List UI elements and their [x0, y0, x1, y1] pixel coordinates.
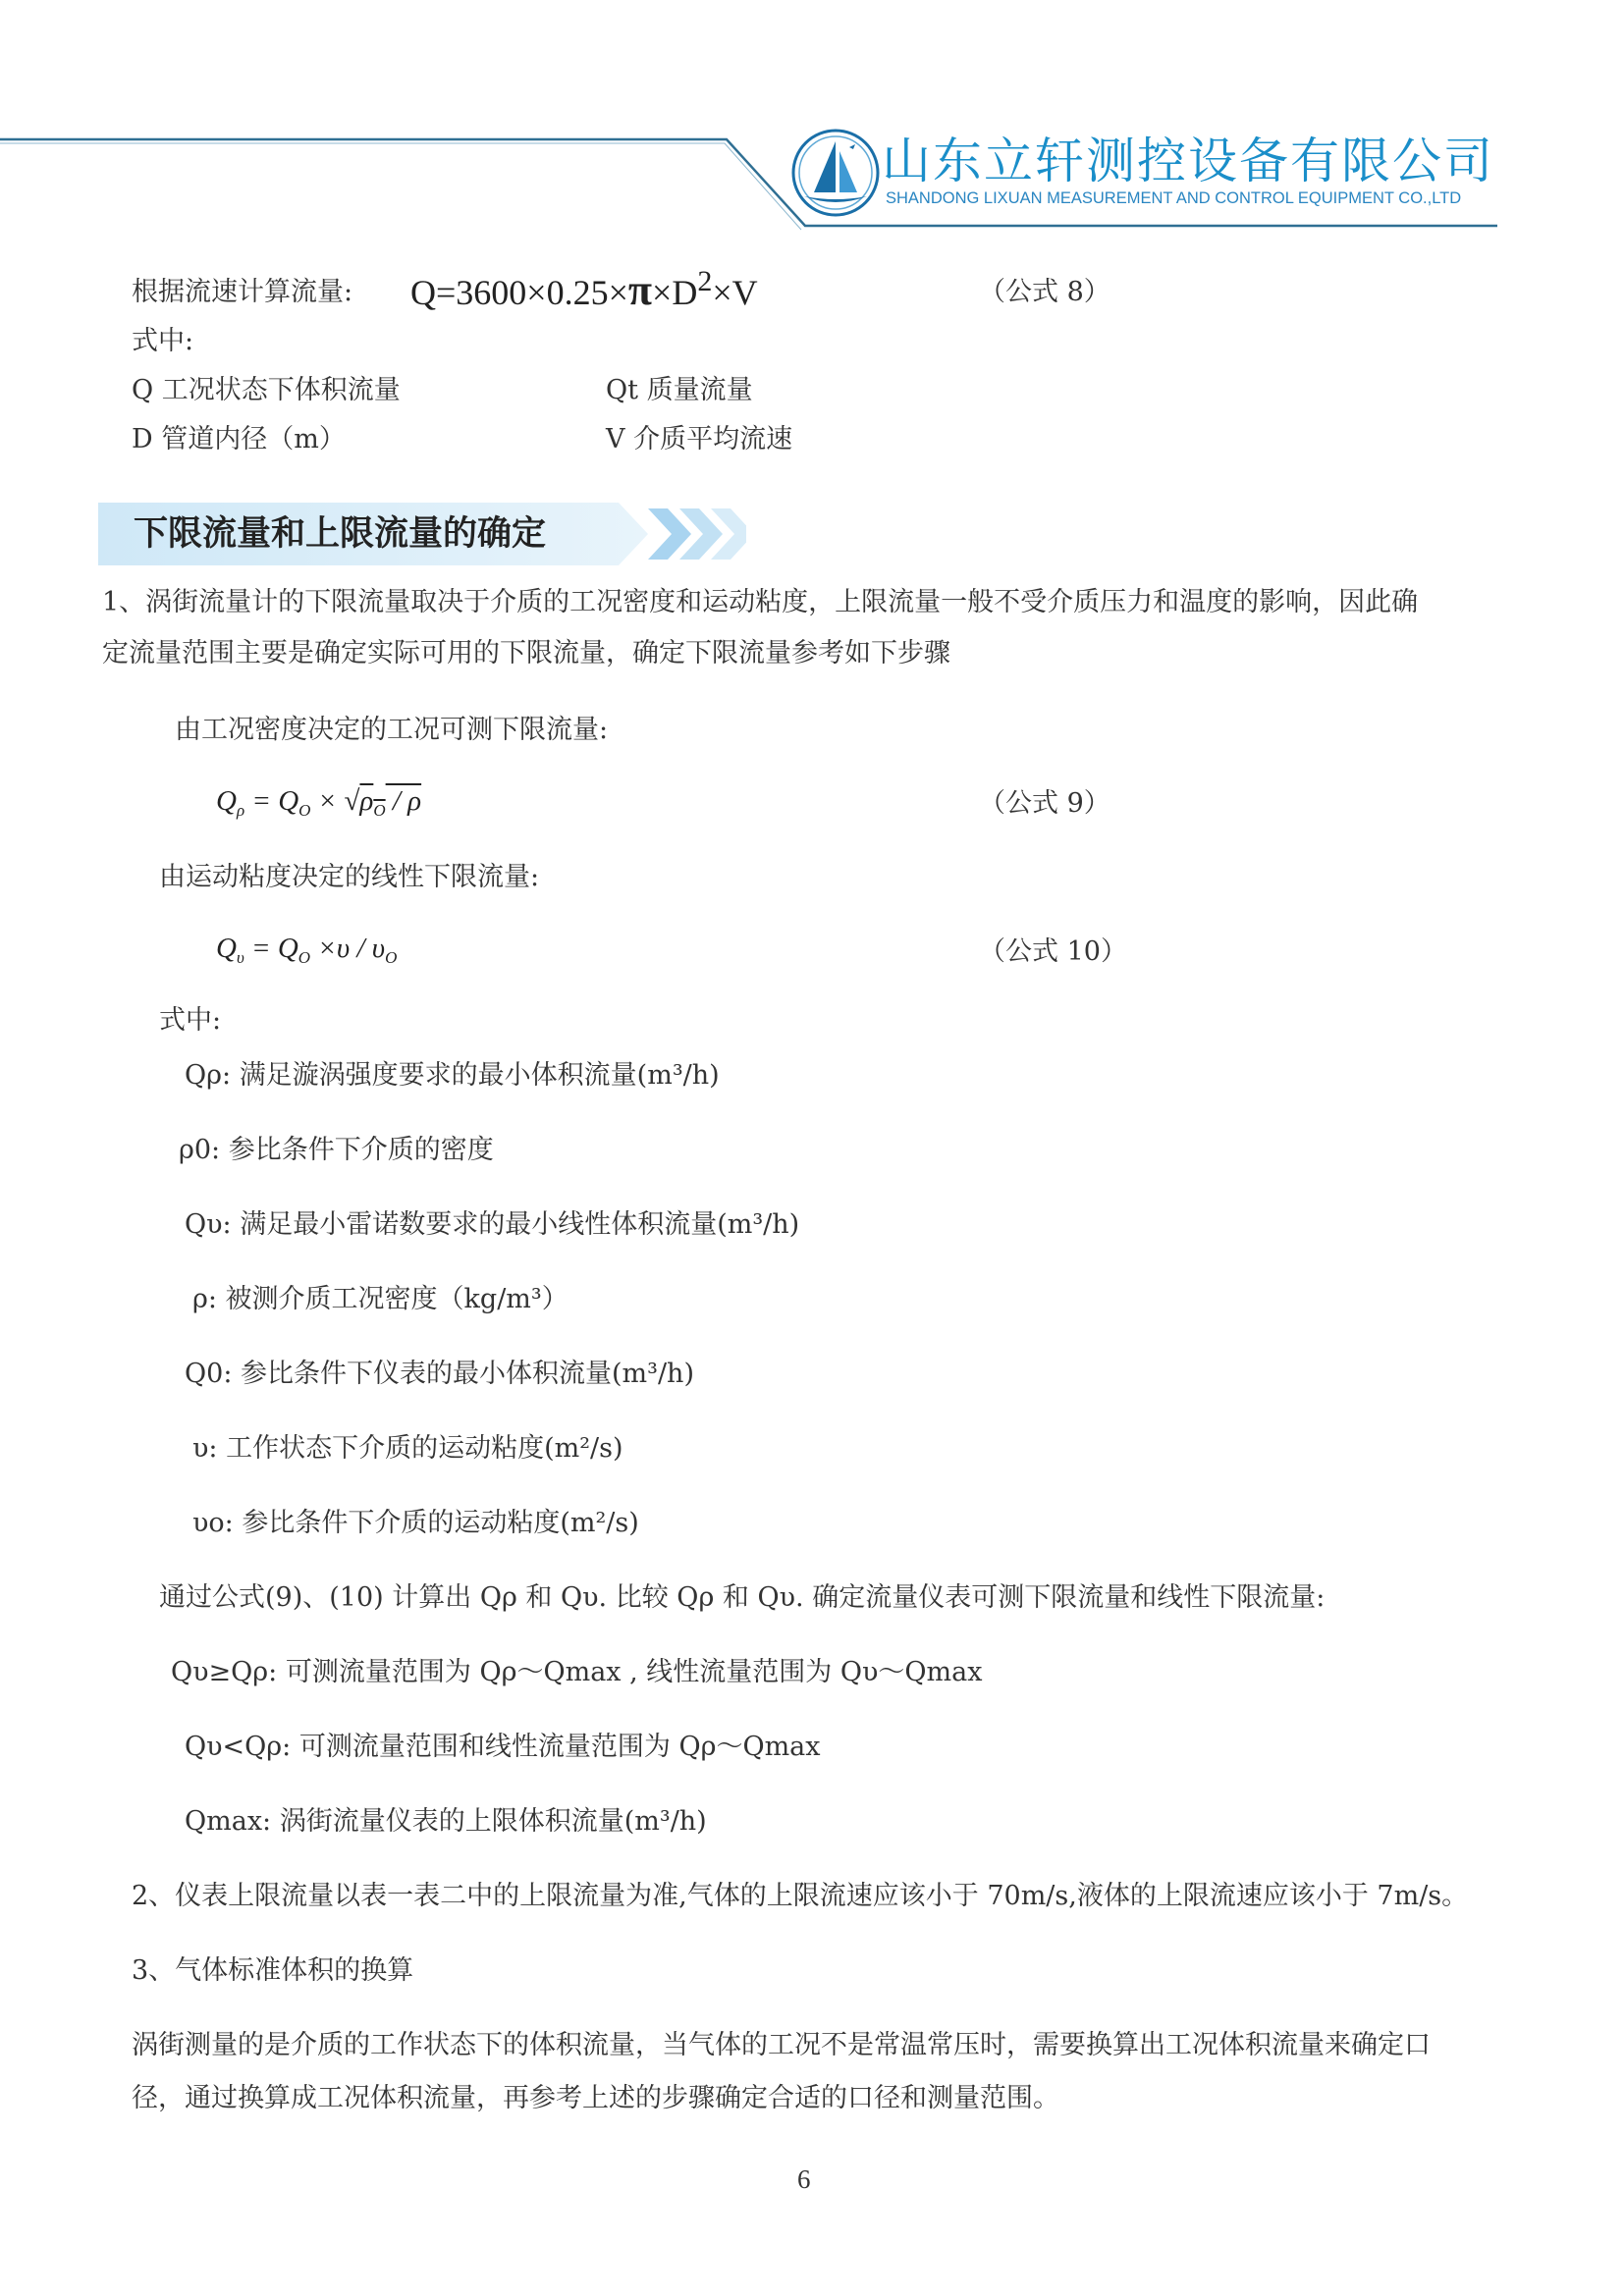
def-q-upsilon: Qυ: 满足最小雷诺数要求的最小线性体积流量(m³/h) — [185, 1209, 800, 1240]
para4-line2: 径，通过换算成工况体积流量，再参考上述的步骤确定合适的口径和测量范围。 — [132, 2083, 1059, 2113]
density-limit-label: 由工况密度决定的工况可测下限流量: — [175, 715, 609, 745]
formula9-tag: （公式 9） — [979, 788, 1110, 819]
def-upsilon: υ: 工作状态下介质的运动粘度(m²/s) — [192, 1433, 623, 1464]
symbols-heading: 式中: — [132, 326, 194, 356]
formula10-tag: （公式 10） — [979, 936, 1127, 967]
viscosity-limit-label: 由运动粘度决定的线性下限流量: — [159, 862, 540, 892]
symbol-q: Q 工况状态下体积流量 — [132, 375, 401, 405]
para3: 3、气体标准体积的换算 — [132, 1955, 414, 1986]
company-name-en: SHANDONG LIXUAN MEASUREMENT AND CONTROL EQUIPMENT CO.,LTD — [886, 189, 1462, 207]
formula8-tag: （公式 8） — [979, 277, 1110, 307]
formula8-expression: $Q=3600\times 0.25\times\pi\times D^2\times V$ — [410, 265, 758, 314]
para4-line1: 涡街测量的是介质的工作状态下的体积流量，当气体的工况不是常温常压时，需要换算出工况体积流量来确定口 — [132, 2030, 1431, 2060]
formula9-expression: $Q_\rho = Q_O \times √\rho_O / \rho$ — [216, 785, 422, 820]
formula8-label: 根据流速计算流量: — [132, 277, 353, 307]
section-title: 下限流量和上限流量的确定 — [134, 514, 547, 554]
compare-case1: Qυ≥Qρ: 可测流量范围为 Qρ～Qmax , 线性流量范围为 Qυ～Qmax — [171, 1657, 983, 1687]
company-name-cn: 山东立轩测控设备有限公司 — [882, 133, 1494, 189]
def-q-rho: Qρ: 满足漩涡强度要求的最小体积流量(m³/h) — [185, 1060, 720, 1091]
formula10-expression: $Q_\upsilon = Q_O \times\upsilon / \upsilon_O$ — [216, 933, 398, 967]
def-upsilon0: υo: 参比条件下介质的运动粘度(m²/s) — [192, 1508, 639, 1538]
compare-intro: 通过公式(9)、(10) 计算出 Qρ 和 Qυ. 比较 Qρ 和 Qυ. 确定流量仪表可测下限流量和线性下限流量: — [159, 1582, 1326, 1613]
sailboat-logo-icon — [790, 128, 881, 218]
symbol-d: D 管道内径（m） — [132, 424, 346, 454]
def-q0: Q0: 参比条件下仪表的最小体积流量(m³/h) — [185, 1359, 694, 1389]
defs-heading: 式中: — [159, 1005, 222, 1036]
compare-case2: Qυ<Qρ: 可测流量范围和线性流量范围为 Qρ～Qmax — [185, 1732, 821, 1762]
page-number: 6 — [797, 2164, 811, 2194]
def-rho0: ρ0: 参比条件下介质的密度 — [179, 1135, 494, 1165]
symbol-qt: Qt 质量流量 — [606, 375, 753, 405]
para1-line2: 定流量范围主要是确定实际可用的下限流量，确定下限流量参考如下步骤 — [102, 638, 950, 668]
symbol-v: V 介质平均流速 — [606, 424, 793, 454]
def-rho: ρ: 被测介质工况密度（kg/m³） — [192, 1284, 568, 1314]
compare-qmax: Qmax: 涡街流量仪表的上限体积流量(m³/h) — [185, 1806, 707, 1837]
para1-line1: 1、涡街流量计的下限流量取决于介质的工况密度和运动粘度，上限流量一般不受介质压力和温度的影响，因此确 — [102, 587, 1419, 617]
para2: 2、仪表上限流量以表一表二中的上限流量为准,气体的上限流速应该小于 70m/s,液体的上限流速应该小于 7m/s。 — [132, 1881, 1469, 1911]
